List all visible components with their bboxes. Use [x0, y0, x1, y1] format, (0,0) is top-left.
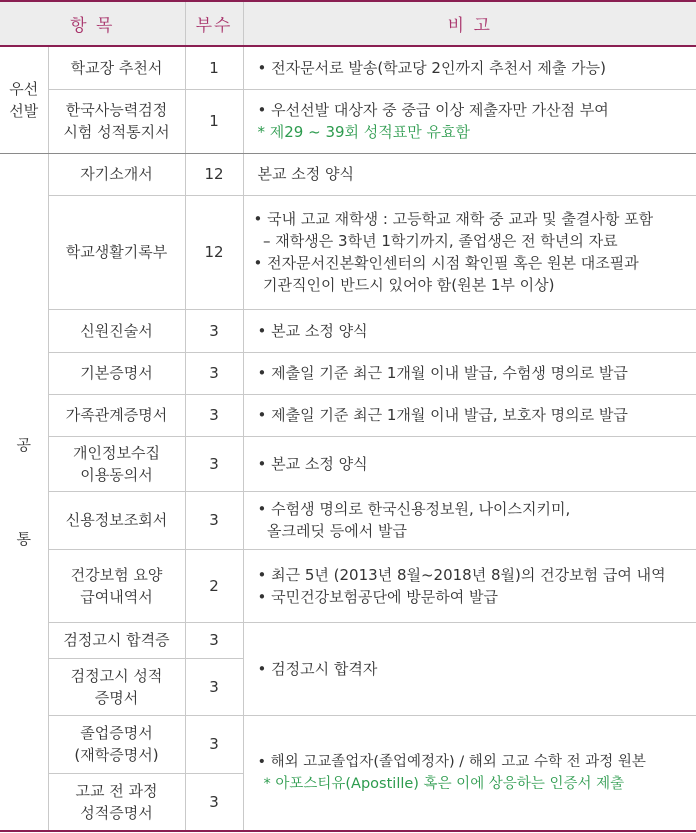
count-cell: 3 [185, 773, 243, 831]
table-row [0, 549, 696, 622]
note-cell: • 국내 고교 재학생 : 고등학교 재학 중 교과 및 출결사항 포함 – 재학생은 3학년 1학기까지, 졸업생은 전 학년의 자료 • 전자문서진본확인센터의 시점 확인필 혹은 원본 대조필과 기관직인이 반드시 있어야 함(원본 1부 이상) [243, 195, 696, 309]
item-cell: 가족관계증명서 [48, 394, 185, 436]
count-cell: 3 [185, 309, 243, 352]
count-cell: 3 [185, 715, 243, 773]
item-cell: 졸업증명서 (재학증명서) [48, 715, 185, 773]
group-priority: 우선 선발 [0, 46, 48, 153]
table-row [0, 715, 696, 773]
item-cell: 고교 전 과정 성적증명서 [48, 773, 185, 831]
table-row [0, 622, 696, 658]
item-cell: 학교장 추천서 [48, 46, 185, 89]
header-row [0, 1, 696, 46]
note-cell: • 최근 5년 (2013년 8월~2018년 8월)의 건강보험 급여 내역 • 국민건강보험공단에 방문하여 발급 [243, 549, 696, 622]
note-cell: • 수험생 명의로 한국신용정보원, 나이스지키미, 올크레딧 등에서 발급 [243, 491, 696, 549]
count-cell: 3 [185, 352, 243, 394]
item-cell: 한국사능력검정 시험 성적통지서 [48, 89, 185, 153]
item-cell: 학교생활기록부 [48, 195, 185, 309]
item-cell: 자기소개서 [48, 153, 185, 195]
table-row [0, 195, 696, 309]
note-cell: • 우선선발 대상자 중 중급 이상 제출자만 가산점 부여 * 제29 ~ 39회 성적표만 유효함 [243, 89, 696, 153]
item-cell: 검정고시 합격증 [48, 622, 185, 658]
note-cell: • 본교 소정 양식 [243, 436, 696, 491]
table-row [0, 436, 696, 491]
count-cell: 3 [185, 491, 243, 549]
header-count: 부수 [185, 1, 243, 46]
count-cell: 3 [185, 658, 243, 715]
note-cell: • 제출일 기준 최근 1개월 이내 발급, 보호자 명의로 발급 [243, 394, 696, 436]
table-row [0, 394, 696, 436]
header-note: 비 고 [243, 1, 696, 46]
item-cell: 신용정보조회서 [48, 491, 185, 549]
note-cell: 본교 소정 양식 [243, 153, 696, 195]
item-cell: 신원진술서 [48, 309, 185, 352]
count-cell: 12 [185, 153, 243, 195]
note-cell-ged: • 검정고시 합격자 [243, 622, 696, 715]
note-cell: • 전자문서로 발송(학교당 2인까지 추천서 제출 가능) [243, 46, 696, 89]
table-row [0, 89, 696, 153]
table-row [0, 352, 696, 394]
count-cell: 2 [185, 549, 243, 622]
count-cell: 3 [185, 622, 243, 658]
item-cell: 기본증명서 [48, 352, 185, 394]
group-common: 공 통 [0, 153, 48, 831]
item-cell: 검정고시 성적 증명서 [48, 658, 185, 715]
item-cell: 건강보험 요양 급여내역서 [48, 549, 185, 622]
header-item: 항 목 [0, 1, 185, 46]
note-cell: • 본교 소정 양식 [243, 309, 696, 352]
table-row [0, 153, 696, 195]
table-row [0, 491, 696, 549]
note-cell-overseas: • 해외 고교졸업자(졸업예정자) / 해외 고교 수학 전 과정 원본 * 아포스티유(Apostille) 혹은 이에 상응하는 인증서 제출 [243, 715, 696, 831]
table-row [0, 309, 696, 352]
count-cell: 3 [185, 394, 243, 436]
count-cell: 12 [185, 195, 243, 309]
count-cell: 1 [185, 89, 243, 153]
item-cell: 개인정보수집 이용동의서 [48, 436, 185, 491]
note-cell: • 제출일 기준 최근 1개월 이내 발급, 수험생 명의로 발급 [243, 352, 696, 394]
count-cell: 3 [185, 436, 243, 491]
count-cell: 1 [185, 46, 243, 89]
table-row [0, 46, 696, 89]
